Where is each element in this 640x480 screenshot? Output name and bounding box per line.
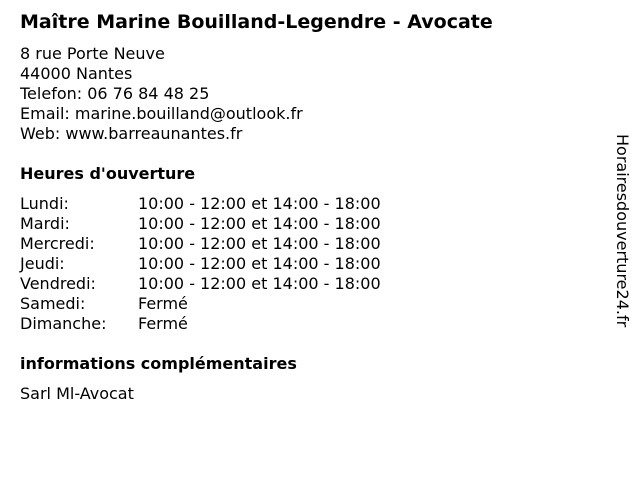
hours-table [20, 194, 381, 334]
web-line: Web: www.barreaunantes.fr [20, 124, 243, 143]
hours-day: Jeudi: [20, 254, 65, 273]
hours-day: Samedi: [20, 294, 86, 313]
hours-time: Fermé [138, 294, 188, 313]
hours-day: Mercredi: [20, 234, 95, 253]
hours-day: Lundi: [20, 194, 69, 213]
hours-row-wednesday [20, 234, 381, 254]
hours-day: Vendredi: [20, 274, 96, 293]
hours-heading: Heures d'ouverture [20, 164, 196, 183]
hours-row-saturday [20, 294, 381, 314]
business-title: Maître Marine Bouilland-Legendre - Avocate [20, 11, 493, 33]
hours-row-tuesday [20, 214, 381, 234]
hours-time: 10:00 - 12:00 et 14:00 - 18:00 [138, 254, 381, 273]
hours-time: 10:00 - 12:00 et 14:00 - 18:00 [138, 274, 381, 293]
email-line: Email: marine.bouilland@outlook.fr [20, 104, 303, 123]
info-text: Sarl Ml-Avocat [20, 384, 134, 403]
hours-time: Fermé [138, 314, 188, 333]
site-watermark: Horairesdouverture24.fr [613, 134, 632, 328]
info-heading: informations complémentaires [20, 354, 297, 373]
address-city: 44000 Nantes [20, 64, 133, 83]
hours-day: Dimanche: [20, 314, 107, 333]
hours-row-monday [20, 194, 381, 214]
contact-block [20, 44, 303, 144]
hours-day: Mardi: [20, 214, 70, 233]
address-street: 8 rue Porte Neuve [20, 44, 165, 63]
phone-line: Telefon: 06 76 84 48 25 [20, 84, 210, 103]
hours-time: 10:00 - 12:00 et 14:00 - 18:00 [138, 214, 381, 233]
hours-row-sunday [20, 314, 381, 334]
hours-time: 10:00 - 12:00 et 14:00 - 18:00 [138, 194, 381, 213]
hours-time: 10:00 - 12:00 et 14:00 - 18:00 [138, 234, 381, 253]
hours-row-friday [20, 274, 381, 294]
hours-row-thursday [20, 254, 381, 274]
